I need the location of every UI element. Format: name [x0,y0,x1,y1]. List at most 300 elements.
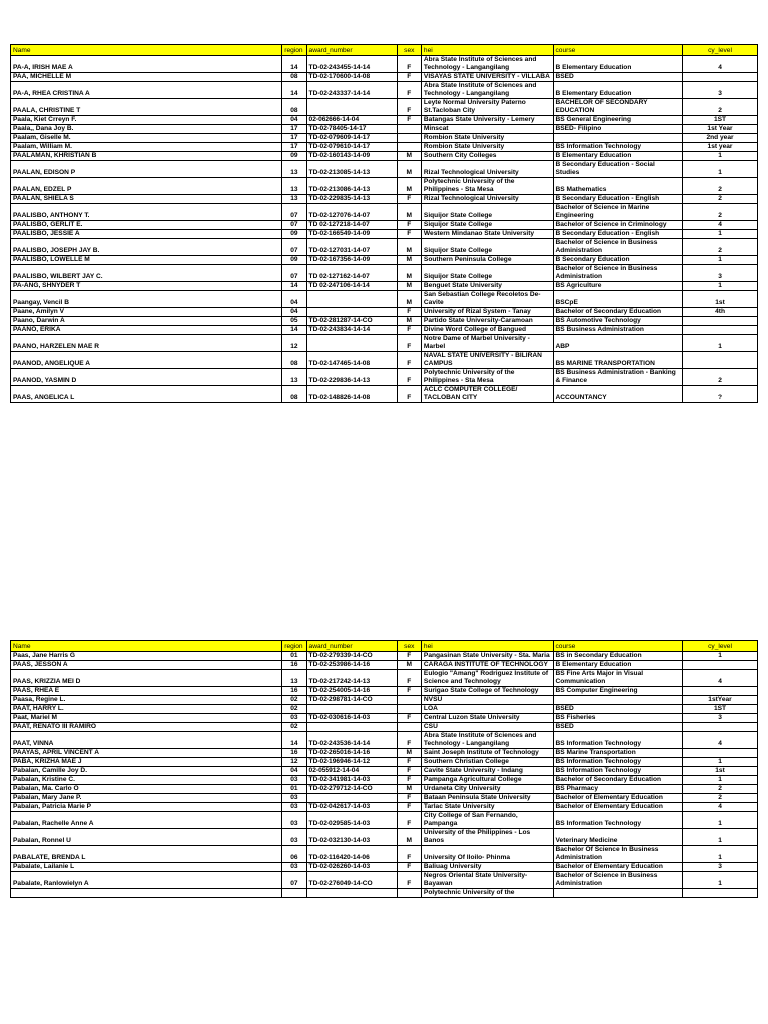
cell-name: PAANO, HARZELEN MAE R [11,335,282,352]
table-row [11,794,758,803]
cell-region: 03 [282,714,306,723]
table-row [11,161,758,178]
table-row [11,369,758,386]
cell-course: BS Fine Arts Major in Visual Communication [553,670,683,687]
cell-hei: NAVAL STATE UNIVERSITY - BILIRAN CAMPUS [421,352,553,369]
cell-cy-level: 2 [683,369,758,386]
cell-course: Bachelor of Science in Business Administration [553,265,683,282]
cell-hei: Saint Joseph Institute of Technology [421,749,553,758]
cell-name: PAALISBO, WILBERT JAY C. [11,265,282,282]
table-row [11,687,758,696]
cell-sex: F [397,794,421,803]
cell-course [553,134,683,143]
cell-hei: Urdaneta City University [421,785,553,794]
cell-course: ABP [553,335,683,352]
cell-region: 07 [282,239,306,256]
cell-sex: F [397,56,421,73]
cell-cy-level [683,749,758,758]
cell-name: Paat, Mariel M [11,714,282,723]
table-row [11,352,758,369]
cell-sex: M [397,749,421,758]
cell-course: B Elementary Education [553,152,683,161]
cell-cy-level: 2 [683,794,758,803]
cell-cy-level: 2 [683,178,758,195]
cell-cy-level: 1st [683,291,758,308]
header-sex: sex [397,45,421,56]
cell-sex: F [397,812,421,829]
cell-name: PAAT, VINNA [11,732,282,749]
table-row [11,803,758,812]
cell-sex: M [397,829,421,846]
cell-hei: Baliuag University [421,863,553,872]
cell-cy-level: 1 [683,335,758,352]
cell-region: 17 [282,134,306,143]
cell-course: BS Pharmacy [553,785,683,794]
table-row [11,829,758,846]
cell-name: Paano, Darwin A [11,317,282,326]
cell-cy-level: 1 [683,829,758,846]
cell-cy-level: 1 [683,652,758,661]
cell-name: Paane, Amilyn V [11,308,282,317]
table-row [11,889,758,898]
table-row [11,195,758,204]
cell-hei: NVSU [421,696,553,705]
cell-hei: Polytechnic University of the [421,889,553,898]
cell-cy-level: 1 [683,812,758,829]
cell-cy-level: 1st [683,767,758,776]
cell-award-number [306,99,397,116]
cell-hei: Leyte Normal University Paterno St.Tacloban City [421,99,553,116]
cell-name: Pabalan, Rachelle Anne A [11,812,282,829]
header-name: Name [11,641,282,652]
cell-region: 03 [282,794,306,803]
cell-cy-level: 4 [683,732,758,749]
cell-sex: F [397,687,421,696]
cell-region: 14 [282,56,306,73]
cell-cy-level [683,317,758,326]
cell-sex: F [397,369,421,386]
cell-cy-level: 1st Year [683,125,758,134]
cell-name: PAAT, HARRY L. [11,705,282,714]
table-row [11,335,758,352]
cell-course: BS Information Technology [553,812,683,829]
cell-course: BS Information Technology [553,732,683,749]
cell-award-number [306,308,397,317]
cell-name: PA-A, RHEA CRISTINA A [11,82,282,99]
cell-course: BSED [553,723,683,732]
header-course: course [553,45,683,56]
cell-name: PAALAN, SHIELA S [11,195,282,204]
cell-cy-level: 3 [683,714,758,723]
cell-cy-level: 2 [683,195,758,204]
cell-award-number: TD-02-243536-14-14 [306,732,397,749]
table-row [11,696,758,705]
header-region: region [282,641,306,652]
cell-hei: Abra State Institute of Sciences and Technology - Langangilang [421,82,553,99]
cell-name: PAAT, RENATO III RAMIRO [11,723,282,732]
cell-name [11,889,282,898]
cell-region: 01 [282,785,306,794]
cell-cy-level: 1 [683,256,758,265]
cell-region: 03 [282,863,306,872]
cell-sex: F [397,335,421,352]
cell-award-number: TD-02-243455-14-14 [306,56,397,73]
table-row [11,767,758,776]
table-row [11,758,758,767]
cell-name: PABA, KRIZHA MAE J [11,758,282,767]
cell-award-number [306,794,397,803]
header-hei: hei [421,45,553,56]
cell-region: 04 [282,308,306,317]
cell-award-number: TD-02-213085-14-13 [306,161,397,178]
cell-hei: Abra State Institute of Sciences and Technology - Langangilang [421,56,553,73]
cell-cy-level: 1 [683,230,758,239]
cell-award-number: TD-02-281287-14-CO [306,317,397,326]
cell-name: Pabalan, Camille Joy D. [11,767,282,776]
scholar-table-2 [10,640,758,898]
cell-sex [397,143,421,152]
cell-course: Bachelor Of Science In Business Administration [553,846,683,863]
cell-hei: Minscat [421,125,553,134]
cell-name: Paas, Jane Harris G [11,652,282,661]
cell-sex: F [397,82,421,99]
cell-sex [397,134,421,143]
cell-sex: F [397,863,421,872]
cell-award-number [306,335,397,352]
cell-award-number [306,723,397,732]
cell-award-number: TD-02-030616-14-03 [306,714,397,723]
cell-name: Paala,, Dana Joy B. [11,125,282,134]
cell-sex [397,705,421,714]
cell-course: BS Computer Engineering [553,687,683,696]
cell-region: 08 [282,99,306,116]
cell-name: PAA, MICHELLE M [11,73,282,82]
cell-hei: Rombion State University [421,134,553,143]
cell-sex: M [397,178,421,195]
cell-sex: F [397,776,421,785]
cell-cy-level [683,687,758,696]
cell-sex [397,723,421,732]
cell-name: PAAS, ANGELICA L [11,386,282,403]
cell-sex: F [397,670,421,687]
cell-award-number: TD 02-247106-14-14 [306,282,397,291]
table-row [11,143,758,152]
cell-cy-level: 1 [683,282,758,291]
cell-award-number: TD-02-170600-14-08 [306,73,397,82]
cell-hei: Negros Oriental State University- Bayawan [421,872,553,889]
cell-hei: Batangas State University - Lemery [421,116,553,125]
cell-hei: Pangasinan State University - Sta. Maria [421,652,553,661]
cell-course: BS Automotive Technology [553,317,683,326]
cell-course: B Elementary Education [553,661,683,670]
cell-cy-level: 4 [683,56,758,73]
cell-sex: M [397,785,421,794]
cell-course: Bachelor of Secondary Education [553,308,683,317]
cell-hei: ACLC COMPUTER COLLEGE/ TACLOBAN CITY [421,386,553,403]
cell-region: 03 [282,812,306,829]
cell-course: B Secondary Education [553,256,683,265]
cell-cy-level: 3 [683,863,758,872]
cell-name: PAALISBO, JOSEPH JAY B. [11,239,282,256]
table-row [11,308,758,317]
cell-course: BS Business Administration [553,326,683,335]
table-row [11,125,758,134]
cell-name: Pabalate, Ranlowielyn A [11,872,282,889]
cell-region: 13 [282,178,306,195]
cell-sex: F [397,73,421,82]
cell-course: Bachelor of Science in Business Administration [553,239,683,256]
cell-name: Paalam, William M. [11,143,282,152]
cell-sex: F [397,652,421,661]
cell-name: PAALISBO, JESSIE A [11,230,282,239]
cell-course: B Secondary Education - Social Studies [553,161,683,178]
cell-hei: Surigao State College of Technology [421,687,553,696]
cell-name: Pabalan, Ronnel U [11,829,282,846]
cell-award-number: TD-02-042617-14-03 [306,803,397,812]
table-row [11,256,758,265]
cell-region: 09 [282,256,306,265]
header-cy-level: cy_level [683,45,758,56]
table-header-row [11,641,758,652]
cell-award-number: TD-02-147465-14-08 [306,352,397,369]
table-row [11,265,758,282]
cell-cy-level [683,889,758,898]
cell-name: PAALAN, EDZEL P [11,178,282,195]
cell-sex: F [397,221,421,230]
table-row [11,221,758,230]
scholar-table-1 [10,44,758,403]
header-award-number: award_number [306,45,397,56]
cell-hei: Notre Dame of Marbel University - Marbel [421,335,553,352]
cell-course: B Elementary Education [553,56,683,73]
cell-award-number: TD-02-265016-14-16 [306,749,397,758]
cell-hei: Siquijor State College [421,204,553,221]
cell-name: PA-A, IRISH MAE A [11,56,282,73]
cell-course: BS Fisheries [553,714,683,723]
cell-cy-level: 4 [683,670,758,687]
cell-region: 14 [282,326,306,335]
cell-cy-level: 1 [683,758,758,767]
cell-name: PAALISBO, LOWELLE M [11,256,282,265]
cell-hei: University of the Philippines - Los Banos [421,829,553,846]
cell-course: ACCOUNTANCY [553,386,683,403]
cell-course [553,696,683,705]
table-row [11,326,758,335]
cell-region: 04 [282,767,306,776]
cell-name: Pabalan, Kristine C. [11,776,282,785]
cell-region: 03 [282,829,306,846]
cell-award-number: TD 02-127218-14-07 [306,221,397,230]
table-row [11,723,758,732]
cell-cy-level: 1stYear [683,696,758,705]
cell-region: 07 [282,204,306,221]
cell-region: 08 [282,386,306,403]
cell-region: 05 [282,317,306,326]
cell-sex: M [397,256,421,265]
cell-award-number: TD-02-243834-14-14 [306,326,397,335]
cell-sex: M [397,282,421,291]
cell-course: Bachelor of Science in Marine Engineering [553,204,683,221]
header-award-number: award_number [306,641,397,652]
cell-course: BSED [553,705,683,714]
table-row [11,670,758,687]
cell-course: BS Mathematics [553,178,683,195]
cell-award-number: TD-02-213086-14-13 [306,178,397,195]
header-sex: sex [397,641,421,652]
cell-cy-level [683,661,758,670]
cell-name: Paalam, Giselle M. [11,134,282,143]
cell-cy-level: 1 [683,152,758,161]
cell-region: 09 [282,152,306,161]
table-row [11,73,758,82]
cell-award-number: TD-02-298781-14-CO [306,696,397,705]
header-course: course [553,641,683,652]
table-row [11,291,758,308]
cell-hei: Cavite State University - Indang [421,767,553,776]
cell-region: 14 [282,282,306,291]
cell-region: 06 [282,846,306,863]
cell-award-number: TD-02-243337-14-14 [306,82,397,99]
cell-sex: M [397,161,421,178]
cell-award-number: TD-02-079610-14-17 [306,143,397,152]
cell-hei: San Sebastian College Recoletos De-Cavite [421,291,553,308]
cell-region [282,889,306,898]
cell-sex: F [397,714,421,723]
cell-hei: Abra State Institute of Sciences and Technology - Langangilang [421,732,553,749]
cell-cy-level: 1st year [683,143,758,152]
cell-sex: F [397,195,421,204]
cell-sex: M [397,152,421,161]
cell-sex: M [397,204,421,221]
cell-award-number: TD-02-167356-14-09 [306,256,397,265]
cell-award-number [306,705,397,714]
cell-course: BSED- Filipino [553,125,683,134]
table-row [11,204,758,221]
cell-hei: Southern Christian College [421,758,553,767]
cell-region: 04 [282,291,306,308]
cell-award-number: TD-02-253986-14-16 [306,661,397,670]
cell-region: 17 [282,143,306,152]
cell-region: 13 [282,670,306,687]
table-row [11,749,758,758]
cell-hei: Southern City Colleges [421,152,553,161]
cell-hei: Siquijor State College [421,239,553,256]
cell-name: PAAYAS, APRIL VINCENT A [11,749,282,758]
table-row [11,82,758,99]
cell-cy-level: 2nd year [683,134,758,143]
cell-cy-level: 2 [683,785,758,794]
cell-name: PAAS, KRIZZIA MEI D [11,670,282,687]
cell-course: B Secondary Education - English [553,195,683,204]
cell-course: BS MARINE TRANSPORTATION [553,352,683,369]
header-cy-level: cy_level [683,641,758,652]
cell-region: 04 [282,116,306,125]
cell-award-number: TD-02-229836-14-13 [306,369,397,386]
cell-course: Bachelor of Elementary Education [553,794,683,803]
table-row [11,846,758,863]
cell-course: B Elementary Education [553,82,683,99]
cell-award-number: TD-02-254005-14-16 [306,687,397,696]
cell-course: B Secondary Education - English [553,230,683,239]
table-row [11,714,758,723]
cell-award-number: TD-02-029585-14-03 [306,812,397,829]
cell-hei: Southern Peninsula College [421,256,553,265]
cell-sex: F [397,732,421,749]
cell-name: PA-ANG, SHNYDER T [11,282,282,291]
table-body [11,652,758,898]
cell-cy-level [683,723,758,732]
cell-sex: F [397,230,421,239]
cell-course: Bachelor of Science in Business Administration [553,872,683,889]
cell-course [553,889,683,898]
table-row [11,99,758,116]
cell-course: BSCpE [553,291,683,308]
cell-hei: Polytechnic University of the Philippines - Sta Mesa [421,178,553,195]
cell-name: Paasa, Regine L. [11,696,282,705]
cell-course: BS Marine Transportation [553,749,683,758]
cell-sex: M [397,239,421,256]
table-row [11,705,758,714]
cell-hei: LOA [421,705,553,714]
cell-cy-level: 3 [683,82,758,99]
cell-hei: University of Rizal System - Tanay [421,308,553,317]
table-row [11,812,758,829]
cell-hei: Polytechnic University of the Philippines - Sta Mesa [421,369,553,386]
cell-award-number: TD 02-127162-14-07 [306,265,397,282]
cell-region: 09 [282,230,306,239]
cell-cy-level: 1 [683,846,758,863]
cell-award-number: TD-02-78405-14-17 [306,125,397,134]
table-row [11,152,758,161]
cell-name: PAALAN, EDISON P [11,161,282,178]
cell-name: PAAS, JESSON A [11,661,282,670]
cell-sex: M [397,265,421,282]
cell-region: 07 [282,872,306,889]
header-name: Name [11,45,282,56]
cell-region: 02 [282,696,306,705]
table-row [11,230,758,239]
cell-cy-level: 2 [683,99,758,116]
cell-sex: F [397,352,421,369]
cell-course: BS Information Technology [553,767,683,776]
cell-region: 16 [282,661,306,670]
cell-region: 02 [282,723,306,732]
cell-sex: F [397,758,421,767]
cell-course: Veterinary Medicine [553,829,683,846]
table-row [11,872,758,889]
cell-hei: Partido State University-Caramoan [421,317,553,326]
cell-name: PAANOD, ANGELIQUE A [11,352,282,369]
cell-sex [397,696,421,705]
table-row [11,178,758,195]
cell-course: BS Information Technology [553,758,683,767]
cell-award-number: TD-02-166549-14-09 [306,230,397,239]
cell-award-number: TD-02-032130-14-03 [306,829,397,846]
table-row [11,863,758,872]
cell-course: Bachelor of Secondary Education [553,776,683,785]
cell-hei: Pampanga Agricultural College [421,776,553,785]
table-row [11,776,758,785]
table-row [11,732,758,749]
cell-hei: City College of San Fernando, Pampanga [421,812,553,829]
cell-cy-level: 3 [683,265,758,282]
cell-cy-level: 4 [683,221,758,230]
cell-sex: F [397,99,421,116]
cell-name: PAALA, CHRISTINE T [11,99,282,116]
cell-name: Paala, Kiet Crreyn F. [11,116,282,125]
cell-hei: Rizal Technological University [421,161,553,178]
table-header-row [11,45,758,56]
